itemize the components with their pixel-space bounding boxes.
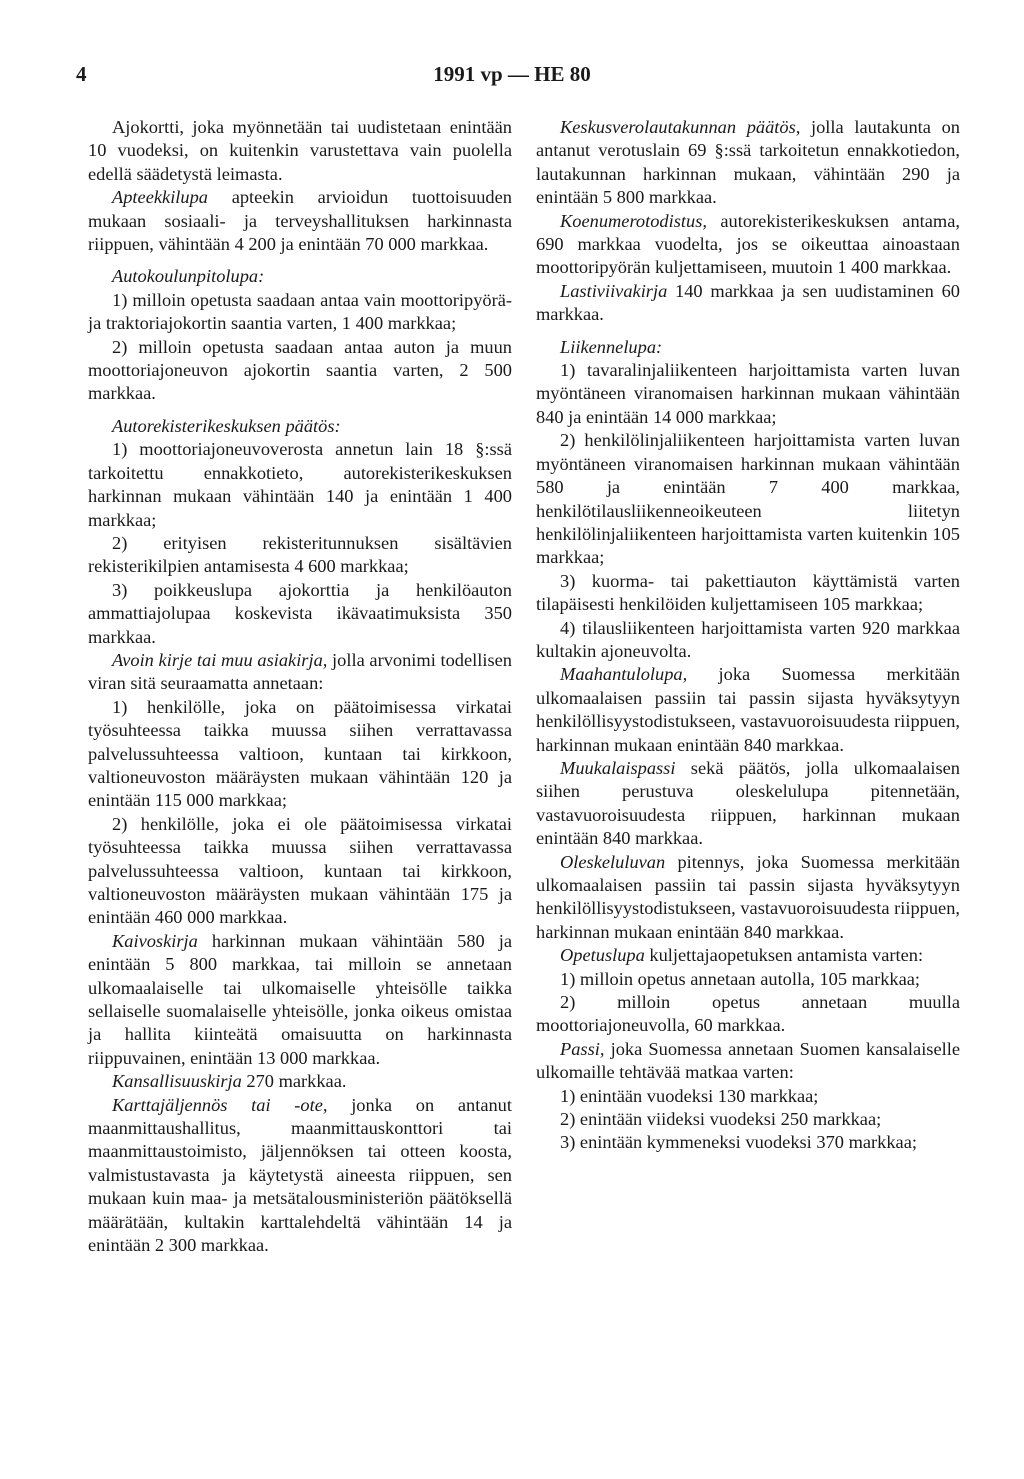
- paragraph-heading: Karttajäljennös tai -ote,: [112, 1094, 328, 1115]
- page-number: 4: [76, 62, 87, 86]
- paragraph-heading: Keskusverolautakunnan päätös,: [560, 117, 801, 137]
- paragraph-text: 4) tilausliikenteen harjoittamista varten 920 markkaa kultakin ajoneuvolta.: [536, 617, 960, 661]
- paragraph-text: 3) enintään kymmeneksi vuodeksi 370 markkaa;: [560, 1132, 917, 1153]
- paragraph-heading: Koenumerotodistus,: [560, 210, 707, 231]
- paragraph: [536, 1108, 960, 1131]
- paragraph: [536, 617, 960, 664]
- paragraph: [536, 1038, 960, 1085]
- paragraph: [88, 336, 512, 406]
- paragraph-text: 2) henkilölinjaliikenteen harjoittamista varten luvan myöntäneen viranomaisen harkinnan mukaan vähintään 580 ja enintään 7 400 markkaa, henkilötilausliikenneoikeuteen liitetyn henkilölinjaliikenteen harjoittamista varten kuitenkin 105 markkaa;: [536, 430, 960, 568]
- paragraph-text: 3) poikkeuslupa ajokorttia ja henkilöauton ammattiajolupaa koskevista ikävaatimuksista 350 markkaa.: [88, 579, 512, 647]
- paragraph-text: pitennys, joka Suomessa merkitään ulkomaalaisen passiin tai passin sijasta hyväksytyyn henkilöllisyystodistukseen, vastavuoroisuudesta riippuen, harkinnan mukaan enintään 840 markkaa.: [536, 851, 960, 942]
- paragraph-text: 2) milloin opetus annetaan muulla moottoriajoneuvolla, 60 markkaa.: [536, 992, 960, 1036]
- paragraph-text: jolla lautakunta on antanut verotuslain 69 §:ssä tarkoitetun ennakkotiedon, lautakunnan harkinnan mukaan, vähintään 290 ja enintään 5 800 markkaa.: [536, 117, 960, 208]
- paragraph: [536, 968, 960, 991]
- paragraph: [88, 1070, 512, 1093]
- paragraph: [88, 265, 512, 288]
- paragraph-text: 1) tavaralinjaliikenteen harjoittamista varten luvan myöntäneen viranomaisen harkinnan mukaan vähintään 840 ja enintään 14 000 markkaa;: [536, 360, 960, 427]
- paragraph: [536, 757, 960, 851]
- paragraph-heading: Avoin kirje tai muu asiakirja,: [112, 649, 328, 670]
- paragraph-heading: Apteekkilupa: [112, 187, 208, 208]
- paragraph: [536, 116, 960, 210]
- paragraph: [536, 1085, 960, 1108]
- paragraph-text: apteekin arvioidun tuottoisuuden mukaan sosiaali- ja terveyshallituksen harkinnasta riippuen, vähintään 4 200 ja enintään 70 000 markkaa.: [88, 187, 512, 255]
- paragraph-text: 3) kuorma- tai pakettiauton käyttämistä varten tilapäisesti henkilöiden kuljettamiseen 105 markkaa;: [536, 570, 960, 615]
- paragraph: [536, 991, 960, 1038]
- paragraph-heading: Autorekisterikeskuksen päätös:: [112, 415, 341, 436]
- paragraph-heading: Liikennelupa:: [560, 336, 663, 357]
- paragraph-text: Ajokortti, joka myönnetään tai uudistetaan enintään 10 vuodeksi, on kuitenkin varustettava vain puolella edellä säädetystä leimasta.: [88, 117, 512, 184]
- paragraph-text: 2) henkilölle, joka ei ole päätoimisessa virkatai työsuhteessa taikka muussa siihen verrattavassa palvelussuhteessa valtioon, kuntaan tai kirkkoon, valtioneuvoston määräysten mukaan vähintään 175 ja enintään 460 000 markkaa.: [88, 813, 512, 928]
- paragraph-text: 1) enintään vuodeksi 130 markkaa;: [560, 1085, 819, 1106]
- paragraph-text: 270 markkaa.: [241, 1071, 347, 1092]
- paragraph: [536, 280, 960, 327]
- paragraph: [536, 336, 960, 359]
- paragraph: [88, 696, 512, 813]
- paragraph-text: 2) enintään viideksi vuodeksi 250 markkaa;: [560, 1109, 882, 1130]
- paragraph-text: 2) erityisen rekisteritunnuksen sisältävien rekisterikilpien antamisesta 4 600 markkaa;: [88, 532, 512, 577]
- paragraph: [88, 813, 512, 930]
- paragraph: [536, 570, 960, 617]
- paragraph: [536, 359, 960, 429]
- paragraph-text: jolla arvonimi todellisen viran sitä seuraamatta annetaan:: [88, 649, 512, 694]
- paragraph: [88, 930, 512, 1070]
- paragraph-heading: Kaivoskirja: [112, 930, 198, 951]
- paragraph-heading: Muukalaispassi: [560, 757, 676, 778]
- paragraph: [536, 851, 960, 945]
- paragraph: [88, 116, 512, 186]
- paragraph: [88, 649, 512, 696]
- paragraph-heading: Lastiviivakirja: [560, 280, 668, 301]
- paragraph-text: autorekisterikeskuksen antama, 690 markkaa vuodelta, jos se oikeuttaa ainoastaan moottoripyörän kuljettamiseen, muutoin 1 400 markkaa.: [536, 210, 960, 278]
- paragraph-text: joka Suomessa annetaan Suomen kansalaiselle ulkomaille tehtävää matkaa varten:: [536, 1038, 960, 1083]
- paragraph-heading: Passi,: [560, 1038, 605, 1059]
- paragraph-heading: Maahantulolupa,: [560, 664, 688, 685]
- paragraph: [88, 1094, 512, 1258]
- paragraph: [536, 429, 960, 569]
- paragraph: [88, 186, 512, 256]
- paragraph: [536, 1131, 960, 1154]
- paragraph-text: 1) milloin opetus annetaan autolla, 105 markkaa;: [560, 968, 921, 989]
- paragraph-text: 1) henkilölle, joka on päätoimisessa virkatai työsuhteessa taikka muussa siihen verrattavassa palvelussuhteessa valtioon, kuntaan tai kirkkoon, valtioneuvoston määräysten mukaan vähintään 120 ja enintään 115 000 markkaa;: [88, 696, 512, 811]
- left-column: [88, 116, 512, 1258]
- paragraph-text: joka Suomessa merkitään ulkomaalaisen passiin tai passin sijasta hyväksytyyn henkilöllisyystodistukseen, vastavuoroisuudesta riippuen, harkinnan mukaan enintään 840 markkaa.: [536, 664, 960, 755]
- paragraph: [536, 663, 960, 757]
- paragraph-text: sekä päätös, jolla ulkomaalaisen siihen perustuva oleskelulupa pitennetään, vastavuoroisuudesta riippuen, harkinnan mukaan enintään 840 markkaa.: [536, 757, 960, 849]
- paragraph-text: harkinnan mukaan vähintään 580 ja enintään 5 800 markkaa, tai milloin se annetaan ulkomaalaiselle tai ulkomaiselle yhteisölle taikka sellaiselle suomalaiselle yhteisölle, jonka oikeus omistaa ja hallita kiinteätä omaisuutta on harkinnasta riippuvainen, enintään 13 000 markkaa.: [88, 930, 512, 1068]
- paragraph-text: 2) milloin opetusta saadaan antaa auton ja muun moottoriajoneuvon ajokortin saantia varten, 2 500 markkaa.: [88, 336, 512, 404]
- paragraph: [536, 210, 960, 280]
- paragraph-text: 140 markkaa ja sen uudistaminen 60 markkaa.: [536, 280, 960, 325]
- paragraph: [88, 532, 512, 579]
- page-header: [0, 62, 1024, 92]
- paragraph-heading: Oleskeluluvan: [560, 851, 666, 872]
- paragraph-text: 1) moottoriajoneuvoverosta annetun lain 18 §:ssä tarkoitettu ennakkotieto, autorekisterikeskuksen harkinnan mukaan vähintään 140 ja enintään 1 400 markkaa;: [88, 439, 512, 530]
- paragraph-heading: Autokoulunpitolupa:: [112, 266, 265, 287]
- paragraph: [88, 289, 512, 336]
- paragraph-text: jonka on antanut maanmittaushallitus, maanmittauskonttori tai maanmittaustoimisto, jäljennöksen tai otteen koosta, valmistustavasta ja käytetystä aineesta riippuen, sen mukaan kuin maa- ja metsätalousministeriön päätöksellä määrätään, kultakin karttalehdeltä vähintään 14 ja enintään 2 300 markkaa.: [88, 1094, 512, 1256]
- paragraph-heading: Opetuslupa: [560, 945, 645, 966]
- paragraph-text: 1) milloin opetusta saadaan antaa vain moottoripyörä- ja traktoriajokortin saantia varten, 1 400 markkaa;: [88, 289, 512, 334]
- right-column: [536, 116, 960, 1155]
- paragraph: [88, 415, 512, 438]
- paragraph-heading: Kansallisuuskirja: [112, 1071, 242, 1092]
- paragraph: [88, 438, 512, 532]
- paragraph-text: kuljettajaopetuksen antamista varten:: [644, 945, 924, 966]
- paragraph: [536, 944, 960, 967]
- paragraph: [88, 579, 512, 649]
- running-title: 1991 vp — HE 80: [433, 62, 591, 86]
